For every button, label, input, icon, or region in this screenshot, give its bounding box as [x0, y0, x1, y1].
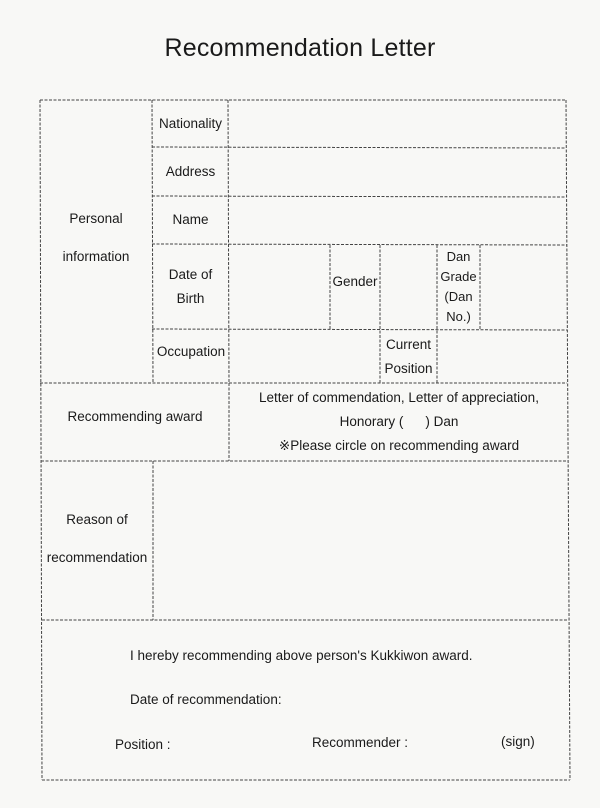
- award-options[interactable]: [230, 385, 568, 459]
- honorary-dan-suffix: ) Dan: [425, 414, 459, 429]
- address-label: Address: [165, 164, 216, 179]
- dob-label-line2: Birth: [176, 291, 205, 306]
- dan-grade-line4: No.): [446, 309, 471, 324]
- current-position-line2: Position: [384, 360, 433, 376]
- dan-grade-line3: (Dan: [444, 289, 473, 304]
- nationality-field[interactable]: [230, 102, 564, 146]
- nationality-label: Nationality: [158, 115, 223, 131]
- dob-label: [153, 245, 228, 329]
- award-instruction: ※Please circle on recommending award: [278, 438, 520, 453]
- dan-grade-field[interactable]: [481, 247, 565, 328]
- reason-field[interactable]: [155, 463, 567, 618]
- award-options-line1: Letter of commendation, Letter of appreciation,: [259, 390, 539, 405]
- award-options-line2: [340, 410, 459, 434]
- current-position-label: [380, 330, 437, 383]
- gender-field[interactable]: [381, 247, 436, 328]
- address-field[interactable]: [230, 150, 564, 195]
- personal-info-label-line1: Personal: [69, 211, 123, 226]
- name-label: Name: [172, 212, 209, 227]
- current-position-line1: Current: [385, 336, 431, 352]
- sign-label: (sign): [501, 734, 535, 749]
- gender-label: Gender: [332, 274, 378, 289]
- name-field[interactable]: [230, 198, 564, 243]
- honorary-dan-prefix: Honorary (: [339, 414, 404, 429]
- declaration-text: I hereby recommending above person's Kukkiwon award.: [130, 648, 473, 663]
- date-of-recommendation-field[interactable]: [292, 688, 552, 710]
- position-field[interactable]: [176, 733, 304, 755]
- date-of-recommendation-label: Date of recommendation:: [130, 692, 282, 707]
- occupation-field[interactable]: [231, 332, 378, 381]
- dob-label-line1: Date of: [168, 267, 213, 282]
- recommender-label: Recommender :: [312, 735, 409, 750]
- dan-grade-line1: Dan: [446, 249, 471, 264]
- dan-grade-line2: Grade: [440, 269, 477, 284]
- personal-info-label: [42, 205, 150, 271]
- current-position-field[interactable]: [439, 332, 565, 381]
- dan-grade-label: [437, 245, 480, 329]
- personal-info-label-line2: information: [62, 249, 130, 264]
- page-title: Recommendation Letter: [164, 34, 436, 62]
- position-label: Position :: [115, 737, 171, 752]
- dob-field[interactable]: [230, 247, 328, 328]
- reason-label: [42, 500, 152, 578]
- occupation-label: Occupation: [156, 344, 226, 359]
- recommending-award-label: Recommending award: [67, 409, 203, 424]
- reason-label-line1: Reason of: [66, 512, 128, 527]
- reason-label-line2: recommendation: [46, 550, 148, 565]
- recommender-field[interactable]: [414, 731, 498, 753]
